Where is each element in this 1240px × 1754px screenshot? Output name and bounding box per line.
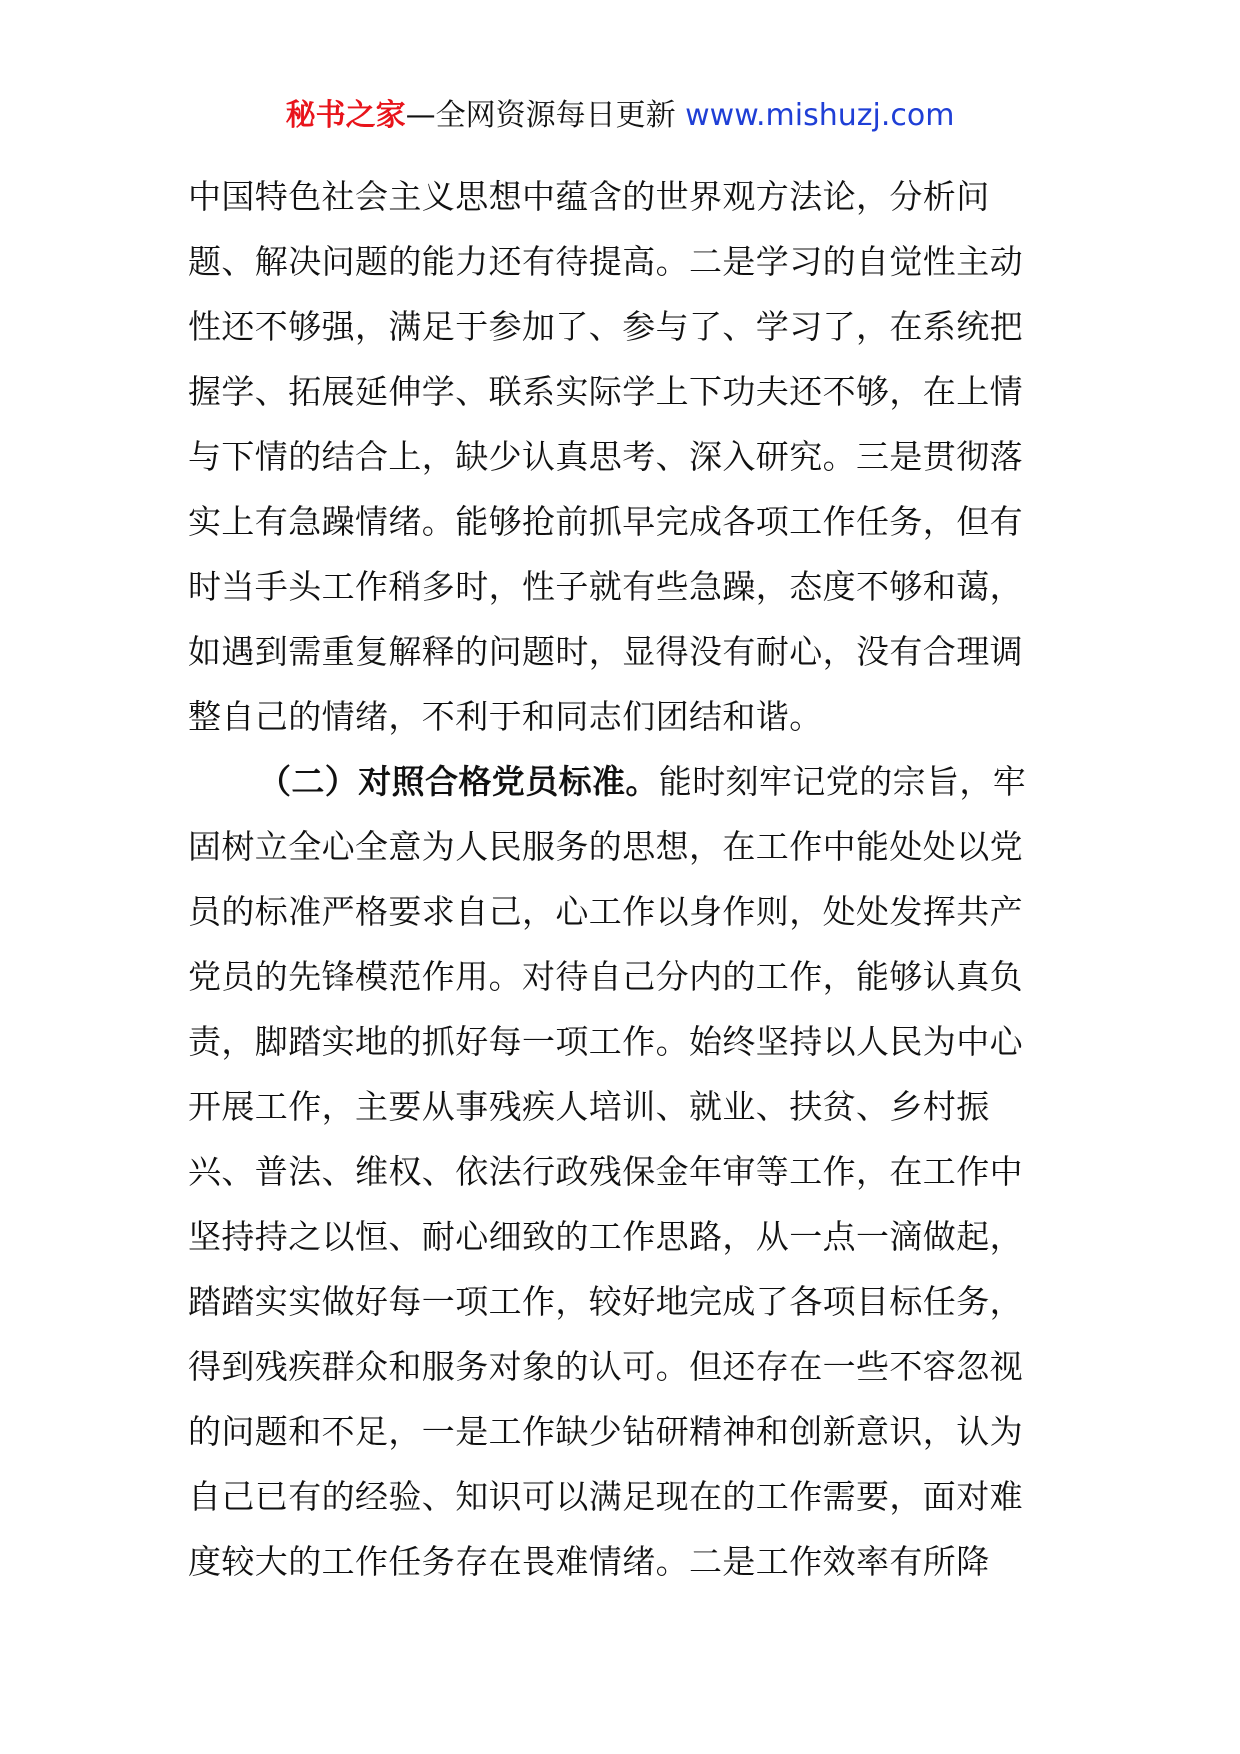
section-first-line — [188, 749, 1058, 814]
section-line: 兴、普法、维权、依法行政残保金年审等工作，在工作中 — [188, 1152, 1023, 1191]
body-line: 整自己的情绪，不利于和同志们团结和谐。 — [188, 697, 823, 736]
body-line: 中国特色社会主义思想中蕴含的世界观方法论，分析问 — [188, 177, 990, 216]
section-line: 坚持持之以恒、耐心细致的工作思路，从一点一滴做起， — [188, 1217, 1023, 1256]
section-line: 员的标准严格要求自己，心工作以身作则，处处发挥共产 — [188, 892, 1023, 931]
section-line: 自己已有的经验、知识可以满足现在的工作需要，面对难 — [188, 1477, 1023, 1516]
section-line: 的问题和不足，一是工作缺少钻研精神和创新意识，认为 — [188, 1412, 1023, 1451]
section-line: 责，脚踏实地的抓好每一项工作。始终坚持以人民为中心 — [188, 1022, 1023, 1061]
body-line: 如遇到需重复解释的问题时，显得没有耐心，没有合理调 — [188, 632, 1023, 671]
body-line: 与下情的结合上，缺少认真思考、深入研究。三是贯彻落 — [188, 437, 1023, 476]
section-line: 开展工作，主要从事残疾人培训、就业、扶贫、乡村振 — [188, 1087, 990, 1126]
section-line: 踏踏实实做好每一项工作，较好地完成了各项目标任务， — [188, 1282, 1023, 1321]
section-line: 党员的先锋模范作用。对待自己分内的工作，能够认真负 — [188, 957, 1023, 996]
section-first-line-text: 能时刻牢记党的宗旨，牢 — [658, 762, 1027, 801]
document-body — [188, 164, 1058, 1594]
section-heading: （二）对照合格党员标准。 — [258, 762, 659, 801]
header-tagline: —全网资源每日更新 — [405, 98, 686, 133]
site-url-link[interactable]: www.mishuzj.com — [685, 98, 955, 133]
body-line: 题、解决问题的能力还有待提高。二是学习的自觉性主动 — [188, 242, 1023, 281]
body-line: 性还不够强，满足于参加了、参与了、学习了，在系统把 — [188, 307, 1023, 346]
body-line: 握学、拓展延伸学、联系实际学上下功夫还不够，在上情 — [188, 372, 1023, 411]
brand-name: 秘书之家 — [285, 98, 406, 133]
section-line: 得到残疾群众和服务对象的认可。但还存在一些不容忽视 — [188, 1347, 1023, 1386]
body-line: 时当手头工作稍多时，性子就有些急躁，态度不够和蔼， — [188, 567, 1023, 606]
section-line: 固树立全心全意为人民服务的思想，在工作中能处处以党 — [188, 827, 1023, 866]
section-line: 度较大的工作任务存在畏难情绪。二是工作效率有所降 — [188, 1542, 990, 1581]
site-header — [0, 96, 1240, 136]
body-line: 实上有急躁情绪。能够抢前抓早完成各项工作任务，但有 — [188, 502, 1023, 541]
